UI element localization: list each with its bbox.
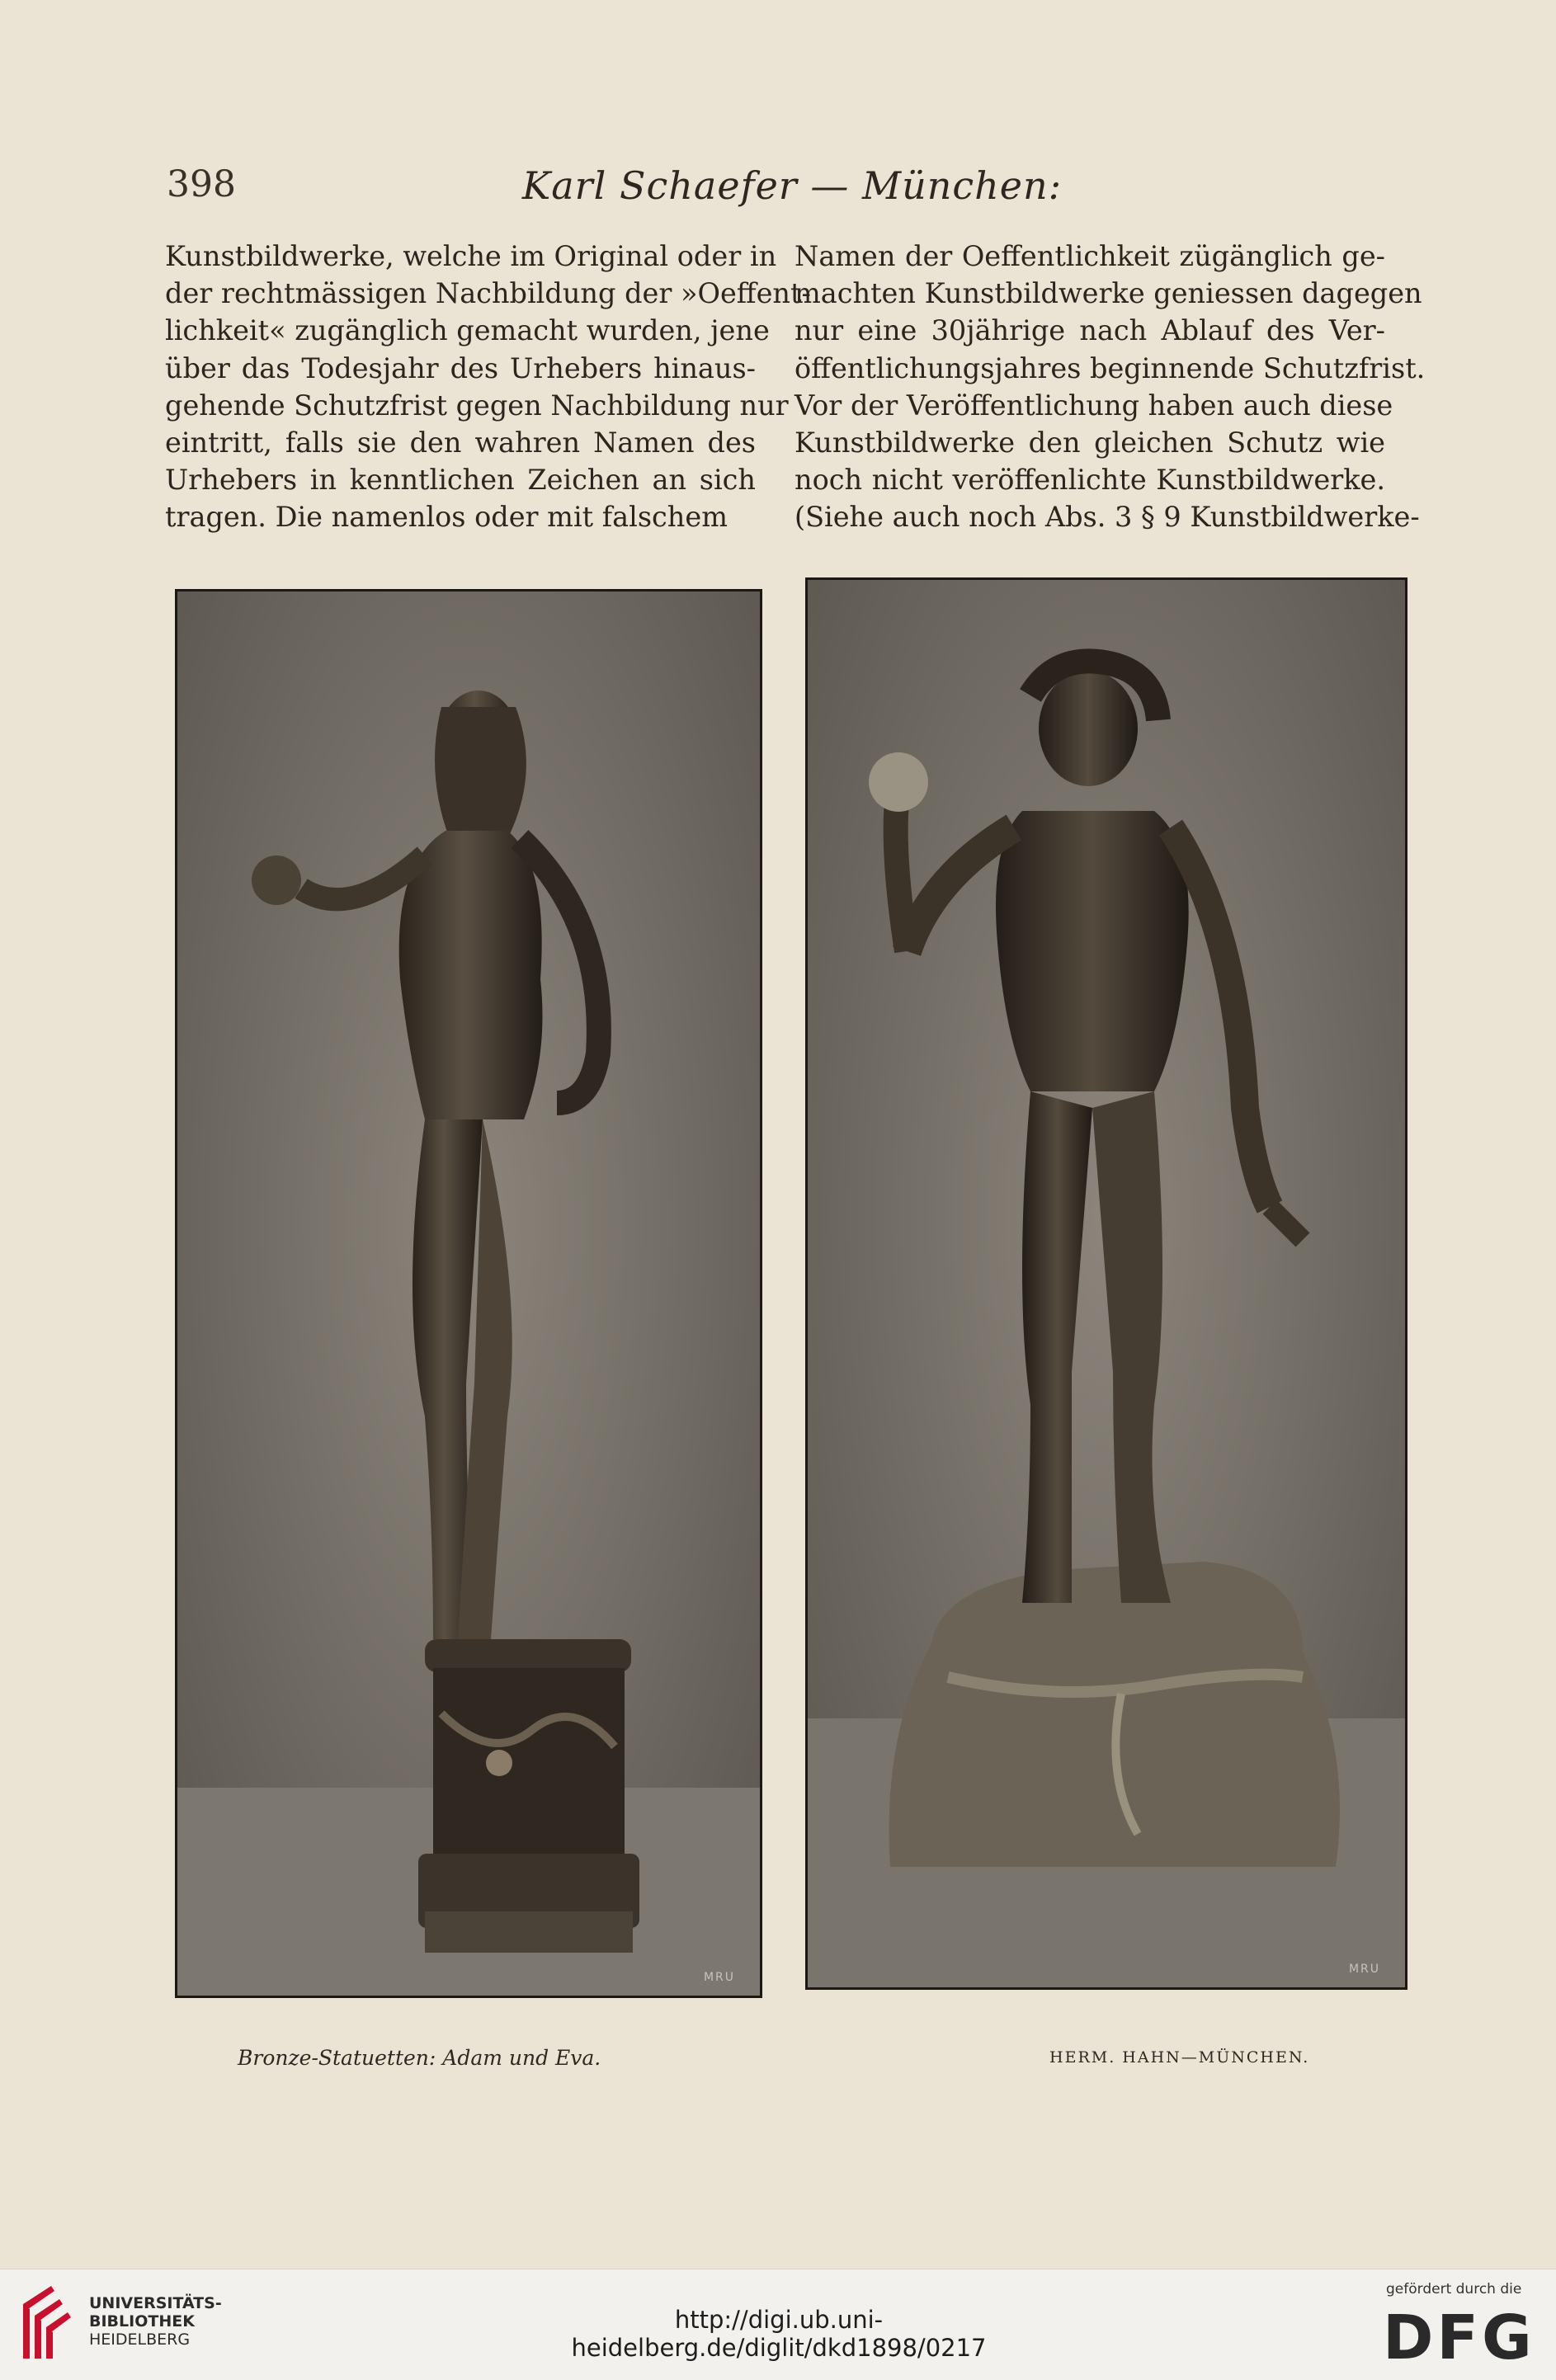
text-column-left (165, 238, 811, 536)
text-line: lichkeit« zugänglich gemacht wurden, jene (165, 314, 770, 347)
text-line: Namen der Oeffentlichkeit zügänglich ge- (795, 240, 1385, 272)
text-line: Kunstbildwerke den gleichen Schutz wie (795, 427, 1385, 460)
page-number: 398 (167, 163, 236, 205)
text-line: öffentlichungsjahres beginnende Schutzfrist. (795, 351, 1426, 384)
figure-credit: HERM. HAHN—MÜNCHEN. (1049, 2048, 1310, 2067)
text-line: Vor der Veröffentlichung haben auch diese (795, 389, 1393, 422)
text-column-right (795, 238, 1426, 536)
library-name-line: UNIVERSITÄTS- (89, 2294, 222, 2312)
text-line: gehende Schutzfrist gegen Nachbildung nur (165, 389, 789, 422)
text-line: eintritt, falls sie den wahren Namen des (165, 427, 756, 460)
text-line: der rechtmässigen Nachbildung der »Oeffent- (165, 277, 811, 310)
running-head: Karl Schaefer — München: (521, 163, 1063, 208)
library-name-line: BIBLIOTHEK (89, 2312, 195, 2331)
dfg-logo: DFG (1383, 2302, 1535, 2373)
engraver-mark: MRU (1348, 1963, 1380, 1976)
university-library-logo-icon (18, 2279, 78, 2365)
text-line: noch nicht veröffenlichte Kunstbildwerke. (795, 464, 1385, 497)
photo-eva-statuette (175, 589, 762, 1998)
library-name (89, 2294, 222, 2349)
engraver-mark: MRU (703, 1971, 735, 1984)
digitization-footer (0, 2269, 1556, 2380)
text-line: nur eine 30jährige nach Ablauf des Ver- (795, 314, 1385, 347)
figure-caption: Bronze-Statuetten: Adam und Eva. (238, 2046, 601, 2070)
permalink-url[interactable]: http://digi.ub.uni-heidelberg.de/diglit/dkd1898/0217 (571, 2306, 987, 2362)
funding-label: gefördert durch die (1386, 2281, 1522, 2298)
photo-adam-statuette (805, 577, 1407, 1990)
text-line: Urhebers in kenntlichen Zeichen an sich (165, 464, 756, 497)
adam-statuette-illustration (808, 580, 1405, 1987)
eva-statuette-illustration (177, 591, 760, 1996)
text-line: tragen. Die namenlos oder mit falschem (165, 501, 728, 534)
text-line: (Siehe auch noch Abs. 3 § 9 Kunstbildwerke- (795, 501, 1420, 534)
text-line: über das Todesjahr des Urhebers hinaus- (165, 351, 756, 384)
library-name-line: HEIDELBERG (89, 2331, 191, 2349)
text-line: Kunstbildwerke, welche im Original oder in (165, 240, 777, 272)
text-line: machten Kunstbildwerke geniessen dagegen (795, 277, 1422, 310)
